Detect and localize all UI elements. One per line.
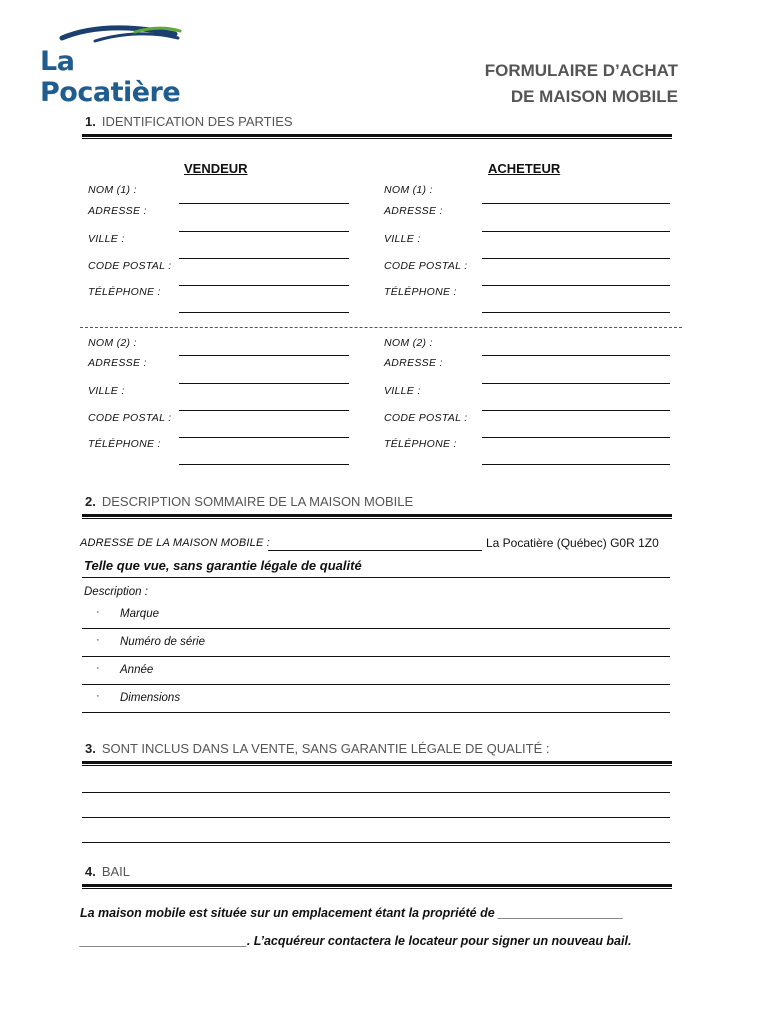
section-title: BAIL bbox=[101, 864, 131, 879]
seller-postal-2-label: CODE POSTAL : bbox=[88, 412, 172, 424]
section-4-rule bbox=[82, 884, 672, 889]
included-items-line-3[interactable] bbox=[82, 842, 670, 843]
seller-name-1-field[interactable] bbox=[179, 203, 349, 204]
section-2-heading bbox=[85, 494, 413, 509]
buyer-address-2-label: ADRESSE : bbox=[384, 357, 443, 369]
section-1-rule bbox=[82, 134, 672, 139]
mobile-home-city: La Pocatière (Québec) G0R 1Z0 bbox=[486, 536, 659, 550]
acheteur-heading: ACHETEUR bbox=[488, 161, 561, 176]
seller-postal-1-label: CODE POSTAL : bbox=[88, 260, 172, 272]
bullet-serial: · bbox=[96, 634, 100, 646]
title-line-1: FORMULAIRE D’ACHAT bbox=[484, 61, 678, 80]
buyer-city-1-field[interactable] bbox=[482, 258, 670, 259]
page-title bbox=[485, 58, 678, 110]
buyer-phone-2-label: TÉLÉPHONE : bbox=[384, 438, 457, 450]
section-2-rule bbox=[82, 514, 672, 519]
buyer-phone-1-label: TÉLÉPHONE : bbox=[384, 286, 457, 298]
seller-city-1-label: VILLE : bbox=[88, 233, 125, 245]
year-field[interactable] bbox=[82, 684, 670, 685]
section-number: 1. bbox=[85, 114, 96, 129]
bullet-year: · bbox=[96, 662, 100, 674]
serial-number-field[interactable] bbox=[82, 656, 670, 657]
item-marque: Marque bbox=[120, 608, 159, 620]
seller-postal-1-field[interactable] bbox=[179, 285, 349, 286]
logo bbox=[40, 22, 210, 108]
included-items-line-1[interactable] bbox=[82, 792, 670, 793]
bullet-dimensions: · bbox=[96, 690, 100, 702]
mobile-home-address-field[interactable] bbox=[268, 550, 482, 551]
section-4-heading bbox=[85, 864, 130, 879]
buyer-city-2-field[interactable] bbox=[482, 410, 670, 411]
buyer-phone-1-field[interactable] bbox=[482, 312, 670, 313]
party-separator bbox=[80, 327, 682, 328]
buyer-postal-2-field[interactable] bbox=[482, 437, 670, 438]
seller-phone-2-field[interactable] bbox=[179, 464, 349, 465]
buyer-name-2-field[interactable] bbox=[482, 355, 670, 356]
address-label-colon: : bbox=[266, 537, 271, 549]
seller-address-2-label: ADRESSE : bbox=[88, 357, 147, 369]
seller-phone-2-label: TÉLÉPHONE : bbox=[88, 438, 161, 450]
item-serial-number: Numéro de série bbox=[120, 636, 206, 648]
seller-phone-1-field[interactable] bbox=[179, 312, 349, 313]
item-dimensions: Dimensions bbox=[120, 692, 181, 704]
buyer-postal-1-label: CODE POSTAL : bbox=[384, 260, 468, 272]
seller-phone-1-label: TÉLÉPHONE : bbox=[88, 286, 161, 298]
buyer-address-1-field[interactable] bbox=[482, 231, 670, 232]
buyer-address-1-label: ADRESSE : bbox=[384, 205, 443, 217]
buyer-phone-2-field[interactable] bbox=[482, 464, 670, 465]
disclaimer-underline bbox=[82, 577, 670, 578]
seller-city-2-field[interactable] bbox=[179, 410, 349, 411]
logo-text: La Pocatière bbox=[40, 46, 181, 108]
section-title: DESCRIPTION SOMMAIRE DE LA MAISON MOBILE bbox=[101, 494, 414, 509]
seller-name-2-field[interactable] bbox=[179, 355, 349, 356]
seller-address-1-label: ADRESSE : bbox=[88, 205, 147, 217]
no-warranty-notice: Telle que vue, sans garantie légale de qualité bbox=[84, 558, 362, 573]
seller-city-2-label: VILLE : bbox=[88, 385, 125, 397]
section-3-rule bbox=[82, 761, 672, 766]
section-number: 2. bbox=[85, 494, 96, 509]
section-title: SONT INCLUS DANS LA VENTE, SANS GARANTIE LÉGALE DE QUALITÉ : bbox=[101, 741, 550, 756]
buyer-postal-2-label: CODE POSTAL : bbox=[384, 412, 468, 424]
address-label-text: ADRESSE DE LA MAISON MOBILE bbox=[80, 537, 264, 549]
buyer-name-1-label: NOM (1) : bbox=[384, 184, 433, 196]
section-1-heading bbox=[85, 114, 293, 129]
item-year: Année bbox=[120, 664, 154, 676]
mobile-home-address-label bbox=[80, 537, 270, 549]
seller-name-1-label: NOM (1) : bbox=[88, 184, 137, 196]
buyer-postal-1-field[interactable] bbox=[482, 285, 670, 286]
section-title: IDENTIFICATION DES PARTIES bbox=[101, 114, 293, 129]
title-line-2: DE MAISON MOBILE bbox=[510, 87, 678, 106]
section-3-heading bbox=[85, 741, 550, 756]
seller-address-2-field[interactable] bbox=[179, 383, 349, 384]
seller-postal-2-field[interactable] bbox=[179, 437, 349, 438]
vendeur-heading: VENDEUR bbox=[184, 161, 248, 176]
lease-sentence-line-1: La maison mobile est située sur un emplacement étant la propriété de __________________ bbox=[80, 906, 624, 920]
buyer-name-1-field[interactable] bbox=[482, 203, 670, 204]
seller-city-1-field[interactable] bbox=[179, 258, 349, 259]
buyer-address-2-field[interactable] bbox=[482, 383, 670, 384]
buyer-city-1-label: VILLE : bbox=[384, 233, 421, 245]
lease-sentence-line-2: ________________________. L’acquéreur contactera le locateur pour signer un nouveau bail. bbox=[80, 934, 632, 948]
included-items-line-2[interactable] bbox=[82, 817, 670, 818]
bullet-marque: · bbox=[96, 606, 100, 618]
seller-name-2-label: NOM (2) : bbox=[88, 337, 137, 349]
seller-address-1-field[interactable] bbox=[179, 231, 349, 232]
section-number: 4. bbox=[85, 864, 96, 879]
buyer-name-2-label: NOM (2) : bbox=[384, 337, 433, 349]
buyer-city-2-label: VILLE : bbox=[384, 385, 421, 397]
description-label: Description : bbox=[84, 586, 148, 598]
dimensions-field[interactable] bbox=[82, 712, 670, 713]
section-number: 3. bbox=[85, 741, 96, 756]
marque-field[interactable] bbox=[82, 628, 670, 629]
